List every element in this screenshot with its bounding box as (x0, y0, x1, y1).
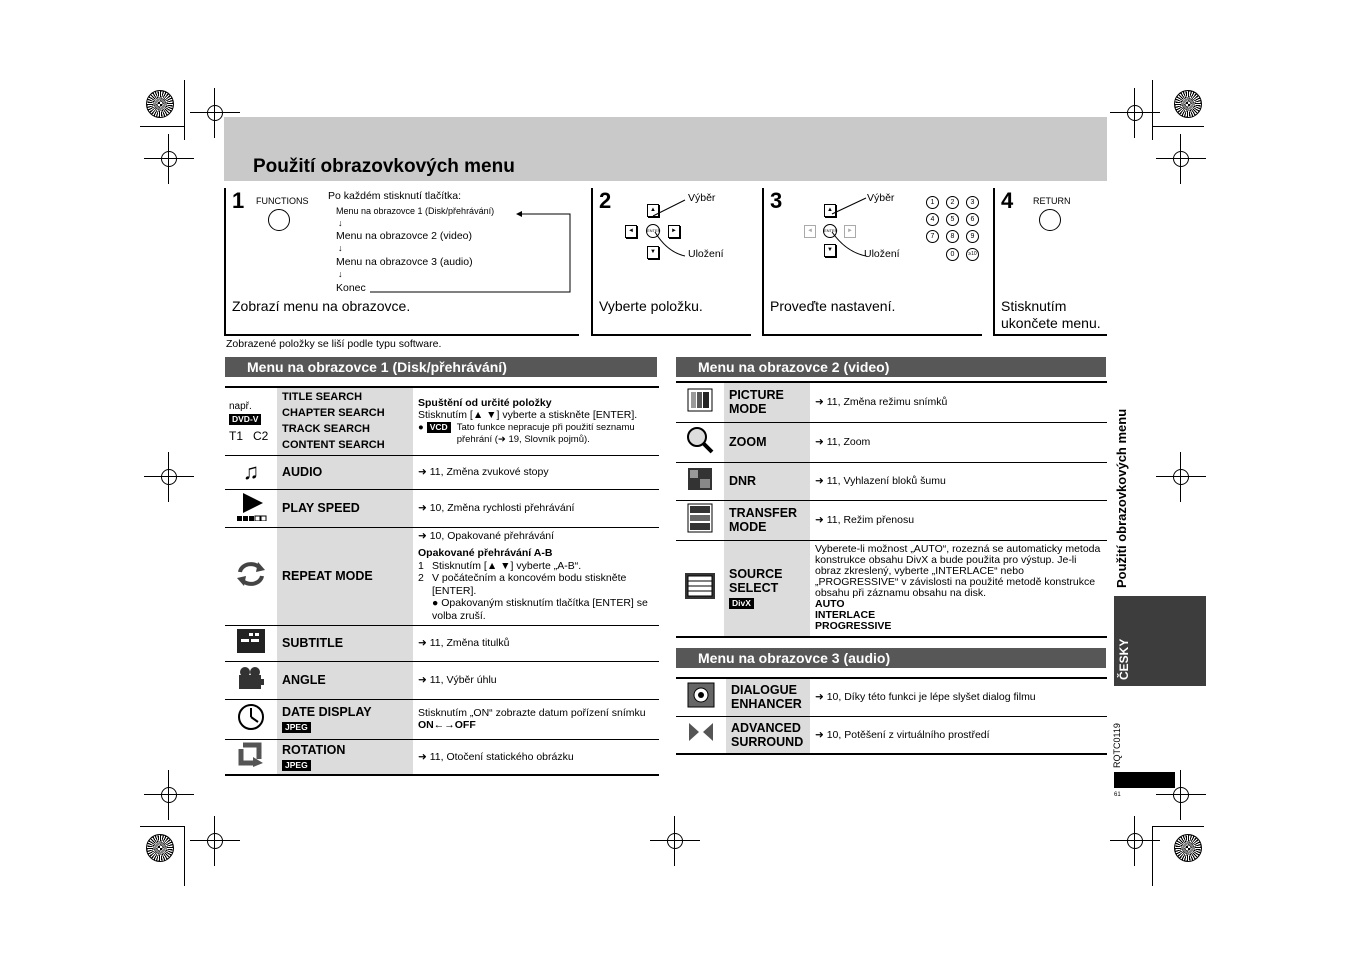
table-row (676, 678, 1107, 716)
right-key[interactable]: ► (668, 225, 680, 238)
search-example (225, 387, 277, 455)
zoom-label: ZOOM (724, 422, 810, 462)
return-button-label: RETURN (1033, 196, 1071, 206)
select-label: Výběr (867, 192, 895, 204)
angle-label: ANGLE (277, 661, 413, 699)
table-row (225, 661, 659, 699)
crop-mark (184, 80, 185, 140)
picture-mode-label: PICTURE MODE (724, 382, 810, 422)
divx-badge: DivX (729, 598, 754, 609)
menu-2-title: Menu na obrazovce 2 (video) (676, 357, 1106, 377)
digit-5-button[interactable]: 5 (946, 213, 959, 226)
subtitle-description: ➜ 11, Změna titulků (413, 625, 659, 661)
source-select-text: Vyberete-li možnost „AUTO“, rozezná se automaticky metoda konstrukce obsahu DivX a bude použita pro výstup. Je-li obraz zkreslený, vyberte „INTERLACE“ nebo „PROGRESSIVE“ v závislosti na použité metodě konstrukce obsahu při záznamu obsahu na disk. (815, 543, 1101, 600)
table-row (676, 500, 1107, 540)
step-2-box (591, 188, 751, 336)
track-search-label: TRACK SEARCH (282, 423, 370, 436)
digit-7-button[interactable]: 7 (926, 230, 939, 243)
digit-8-button[interactable]: 8 (946, 230, 959, 243)
option-auto: AUTO (815, 598, 845, 611)
play-speed-description: ➜ 10, Změna rychlosti přehrávání (413, 489, 659, 527)
camera-angle-icon (225, 661, 277, 699)
page-title: Použití obrazovkových menu (253, 156, 515, 177)
digit-3-button[interactable]: 3 (966, 196, 979, 209)
source-select-label: SOURCE SELECT (729, 567, 783, 596)
advanced-surround-label: ADVANCED SURROUND (726, 716, 810, 754)
rotation-icon (225, 739, 277, 775)
rotation-cell (277, 739, 413, 775)
transfer-mode-label: TRANSFER MODE (724, 500, 810, 540)
down-arrow-icon: ↓ (338, 269, 343, 279)
repeat-description (413, 527, 659, 625)
crop-mark (184, 826, 185, 886)
search-heading: Spuštění od určité položky (418, 396, 552, 409)
registration-mark (154, 780, 184, 810)
table-row (225, 625, 659, 661)
step-1-caption: Zobrazí menu na obrazovce. (232, 298, 411, 314)
vcd-badge: VCD (427, 422, 451, 433)
menu-2-table (676, 381, 1107, 638)
crop-mark (140, 826, 184, 827)
table-row (676, 422, 1107, 462)
table-row (676, 716, 1107, 754)
step-1-intro: Po každém stisknutí tlačítka: (328, 190, 462, 202)
cycle-item-4: Konec (336, 282, 366, 294)
rotation-description: ➜ 11, Otočení statického obrázku (413, 739, 659, 775)
return-button[interactable] (1039, 209, 1061, 231)
digit-0-button[interactable]: 0 (946, 248, 959, 261)
left-key[interactable]: ◄ (625, 225, 637, 238)
registration-sun-top-right (1174, 90, 1202, 118)
registration-mark (154, 462, 184, 492)
digit-4-button[interactable]: 4 (926, 213, 939, 226)
table-row (225, 699, 659, 739)
dialogue-enhancer-label: DIALOGUE ENHANCER (726, 678, 810, 716)
save-label: Uložení (688, 248, 724, 260)
date-display-label: DATE DISPLAY (282, 705, 372, 719)
table-row (225, 489, 659, 527)
surround-icon (676, 716, 726, 754)
digit-6-button[interactable]: 6 (966, 213, 979, 226)
ab-step-2: V počátečním a koncovém bodu stiskněte [ENTER]. (432, 572, 627, 597)
table-row (676, 540, 1107, 637)
picture-mode-icon (676, 382, 724, 422)
date-display-description (413, 699, 659, 739)
crop-mark (140, 126, 184, 127)
audio-description: ➜ 11, Změna zvukové stopy (413, 455, 659, 489)
cycle-item-3: Menu na obrazovce 3 (audio) (336, 256, 473, 268)
transfer-mode-description: ➜ 11, Režim přenosu (810, 500, 1107, 540)
digit-1-button[interactable]: 1 (926, 196, 939, 209)
vcd-note: přehrání (➜ 19, Slovník pojmů). (456, 433, 590, 445)
search-description (413, 387, 659, 455)
page-marker-bar (1114, 772, 1175, 788)
dnr-icon (676, 462, 724, 500)
digit-10-button[interactable]: ≥10 (966, 248, 979, 261)
cycle-item-1: Menu na obrazovce 1 (Disk/přehrávání) (336, 206, 495, 216)
step-4-box (993, 188, 1107, 336)
registration-sun-bottom-left (146, 834, 174, 862)
registration-mark (1120, 98, 1150, 128)
crop-mark (1152, 80, 1153, 140)
picture-mode-description: ➜ 11, Změna režimu snímků (810, 382, 1107, 422)
digit-2-button[interactable]: 2 (946, 196, 959, 209)
functions-button-label: FUNCTIONS (256, 196, 309, 206)
step-number: 1 (232, 188, 245, 213)
registration-mark (1120, 826, 1150, 856)
table-row (225, 739, 659, 775)
step-num: 2 (418, 572, 424, 585)
search-names (277, 387, 413, 455)
play-speed-label: PLAY SPEED (277, 489, 413, 527)
subtitle-label: SUBTITLE (277, 625, 413, 661)
ab-heading: Opakované přehrávání A-B (418, 547, 553, 560)
advanced-surround-description: ➜ 10, Potěšení z virtuálního prostředí (810, 716, 1107, 754)
up-key[interactable]: ▲ (824, 204, 836, 217)
step-num: 1 (418, 559, 424, 572)
step-1-box (224, 188, 579, 336)
example-value: T1 C2 (229, 428, 269, 443)
step-3-box (762, 188, 982, 336)
dnr-label: DNR (724, 462, 810, 500)
jpeg-badge: JPEG (282, 760, 311, 771)
date-line: Stisknutím „ON“ zobrazte datum pořízení snímku (418, 706, 646, 719)
crop-mark (1152, 126, 1204, 127)
date-display-cell (277, 699, 413, 739)
down-key[interactable]: ▼ (824, 244, 836, 257)
repeat-mode-label: REPEAT MODE (277, 527, 413, 625)
side-section-title: Použití obrazovkových menu (1114, 408, 1129, 588)
dvd-v-badge: DVD-V (229, 414, 261, 425)
music-note-icon: ♫ (225, 455, 277, 489)
source-select-icon (676, 540, 724, 637)
step-3-caption: Proveďte nastavení. (770, 298, 896, 314)
enter-key[interactable]: ENTER (823, 224, 837, 238)
table-row (225, 387, 659, 455)
table-row (676, 382, 1107, 422)
software-note: Zobrazené položky se liší podle typu software. (226, 338, 442, 350)
angle-description: ➜ 11, Výběr úhlu (413, 661, 659, 699)
subtitle-icon (225, 625, 277, 661)
registration-sun-bottom-right (1174, 834, 1202, 862)
cycle-loop-arrow (366, 208, 572, 294)
menu-3-table (676, 677, 1107, 755)
document-code: RQTC0119 (1112, 723, 1122, 768)
option-interlace: INTERLACE (815, 609, 876, 622)
search-line: Stisknutím [▲ ▼] vyberte a stiskněte [ENTER]. (418, 409, 638, 422)
date-toggle: ON←→OFF (418, 719, 476, 731)
registration-mark (660, 826, 690, 856)
enter-key[interactable]: ENTER (646, 224, 660, 238)
registration-mark (1166, 144, 1196, 174)
down-arrow-icon: ↓ (338, 218, 343, 228)
table-row (225, 527, 659, 625)
select-label: Výběr (688, 192, 716, 204)
rotation-label: ROTATION (282, 742, 346, 757)
magnifier-icon (676, 422, 724, 462)
dialogue-enhancer-description: ➜ 10, Díky této funkci je lépe slyšet dialog filmu (810, 678, 1107, 716)
repeat-icon (225, 527, 277, 625)
cycle-item-2: Menu na obrazovce 2 (video) (336, 230, 472, 242)
crop-mark (1152, 826, 1153, 886)
clock-icon (225, 699, 277, 739)
menu-1-title: Menu na obrazovce 1 (Disk/přehrávání) (225, 357, 657, 377)
down-arrow-icon: ↓ (338, 243, 343, 253)
menu-1-table (225, 386, 659, 776)
step-number: 2 (599, 188, 612, 213)
vcd-note: Tato funkce nepracuje při použití seznamu (456, 421, 635, 433)
up-key[interactable]: ▲ (647, 204, 659, 217)
menu-3-title: Menu na obrazovce 3 (audio) (676, 648, 1106, 668)
zoom-description: ➜ 11, Zoom (810, 422, 1107, 462)
jpeg-badge: JPEG (282, 722, 311, 733)
source-select-description (810, 540, 1107, 637)
table-row (676, 462, 1107, 500)
right-key[interactable]: ► (844, 225, 856, 238)
crop-mark (1152, 826, 1204, 827)
step-number: 3 (770, 188, 783, 213)
content-search-label: CONTENT SEARCH (282, 439, 385, 452)
play-speed-icon (225, 489, 277, 527)
left-key[interactable]: ◄ (804, 225, 816, 238)
registration-sun-top-left (146, 90, 174, 118)
registration-mark (200, 826, 230, 856)
audio-label: AUDIO (277, 455, 413, 489)
language-label: ČESKY (1117, 638, 1131, 680)
down-key[interactable]: ▼ (647, 246, 659, 259)
step-4-caption: Stisknutím ukončete menu. (1001, 298, 1101, 331)
bullet: ● (418, 421, 424, 433)
ab-cancel-note: ● Opakovaným stisknutím tlačítka [ENTER] se volba zruší. (432, 597, 648, 622)
step-2-caption: Vyberte položku. (599, 298, 703, 314)
registration-mark (1166, 462, 1196, 492)
step-number: 4 (1001, 188, 1014, 213)
callout-lines (649, 196, 689, 262)
save-label: Uložení (864, 248, 900, 260)
chapter-search-label: CHAPTER SEARCH (282, 407, 385, 420)
page-number: 61 (1114, 792, 1121, 798)
dialogue-enhancer-icon (676, 678, 726, 716)
example-label: např. (229, 400, 252, 412)
dnr-description: ➜ 11, Vyhlazení bloků šumu (810, 462, 1107, 500)
option-progressive: PROGRESSIVE (815, 620, 892, 633)
registration-mark (154, 144, 184, 174)
source-select-cell (724, 540, 810, 637)
table-row (225, 455, 659, 489)
title-search-label: TITLE SEARCH (282, 391, 363, 404)
ab-step-1: Stisknutím [▲ ▼] vyberte „A-B“. (432, 559, 582, 572)
digit-9-button[interactable]: 9 (966, 230, 979, 243)
repeat-ref: ➜ 10, Opakované přehrávání (418, 529, 555, 542)
transfer-mode-icon (676, 500, 724, 540)
functions-button[interactable] (268, 209, 290, 231)
